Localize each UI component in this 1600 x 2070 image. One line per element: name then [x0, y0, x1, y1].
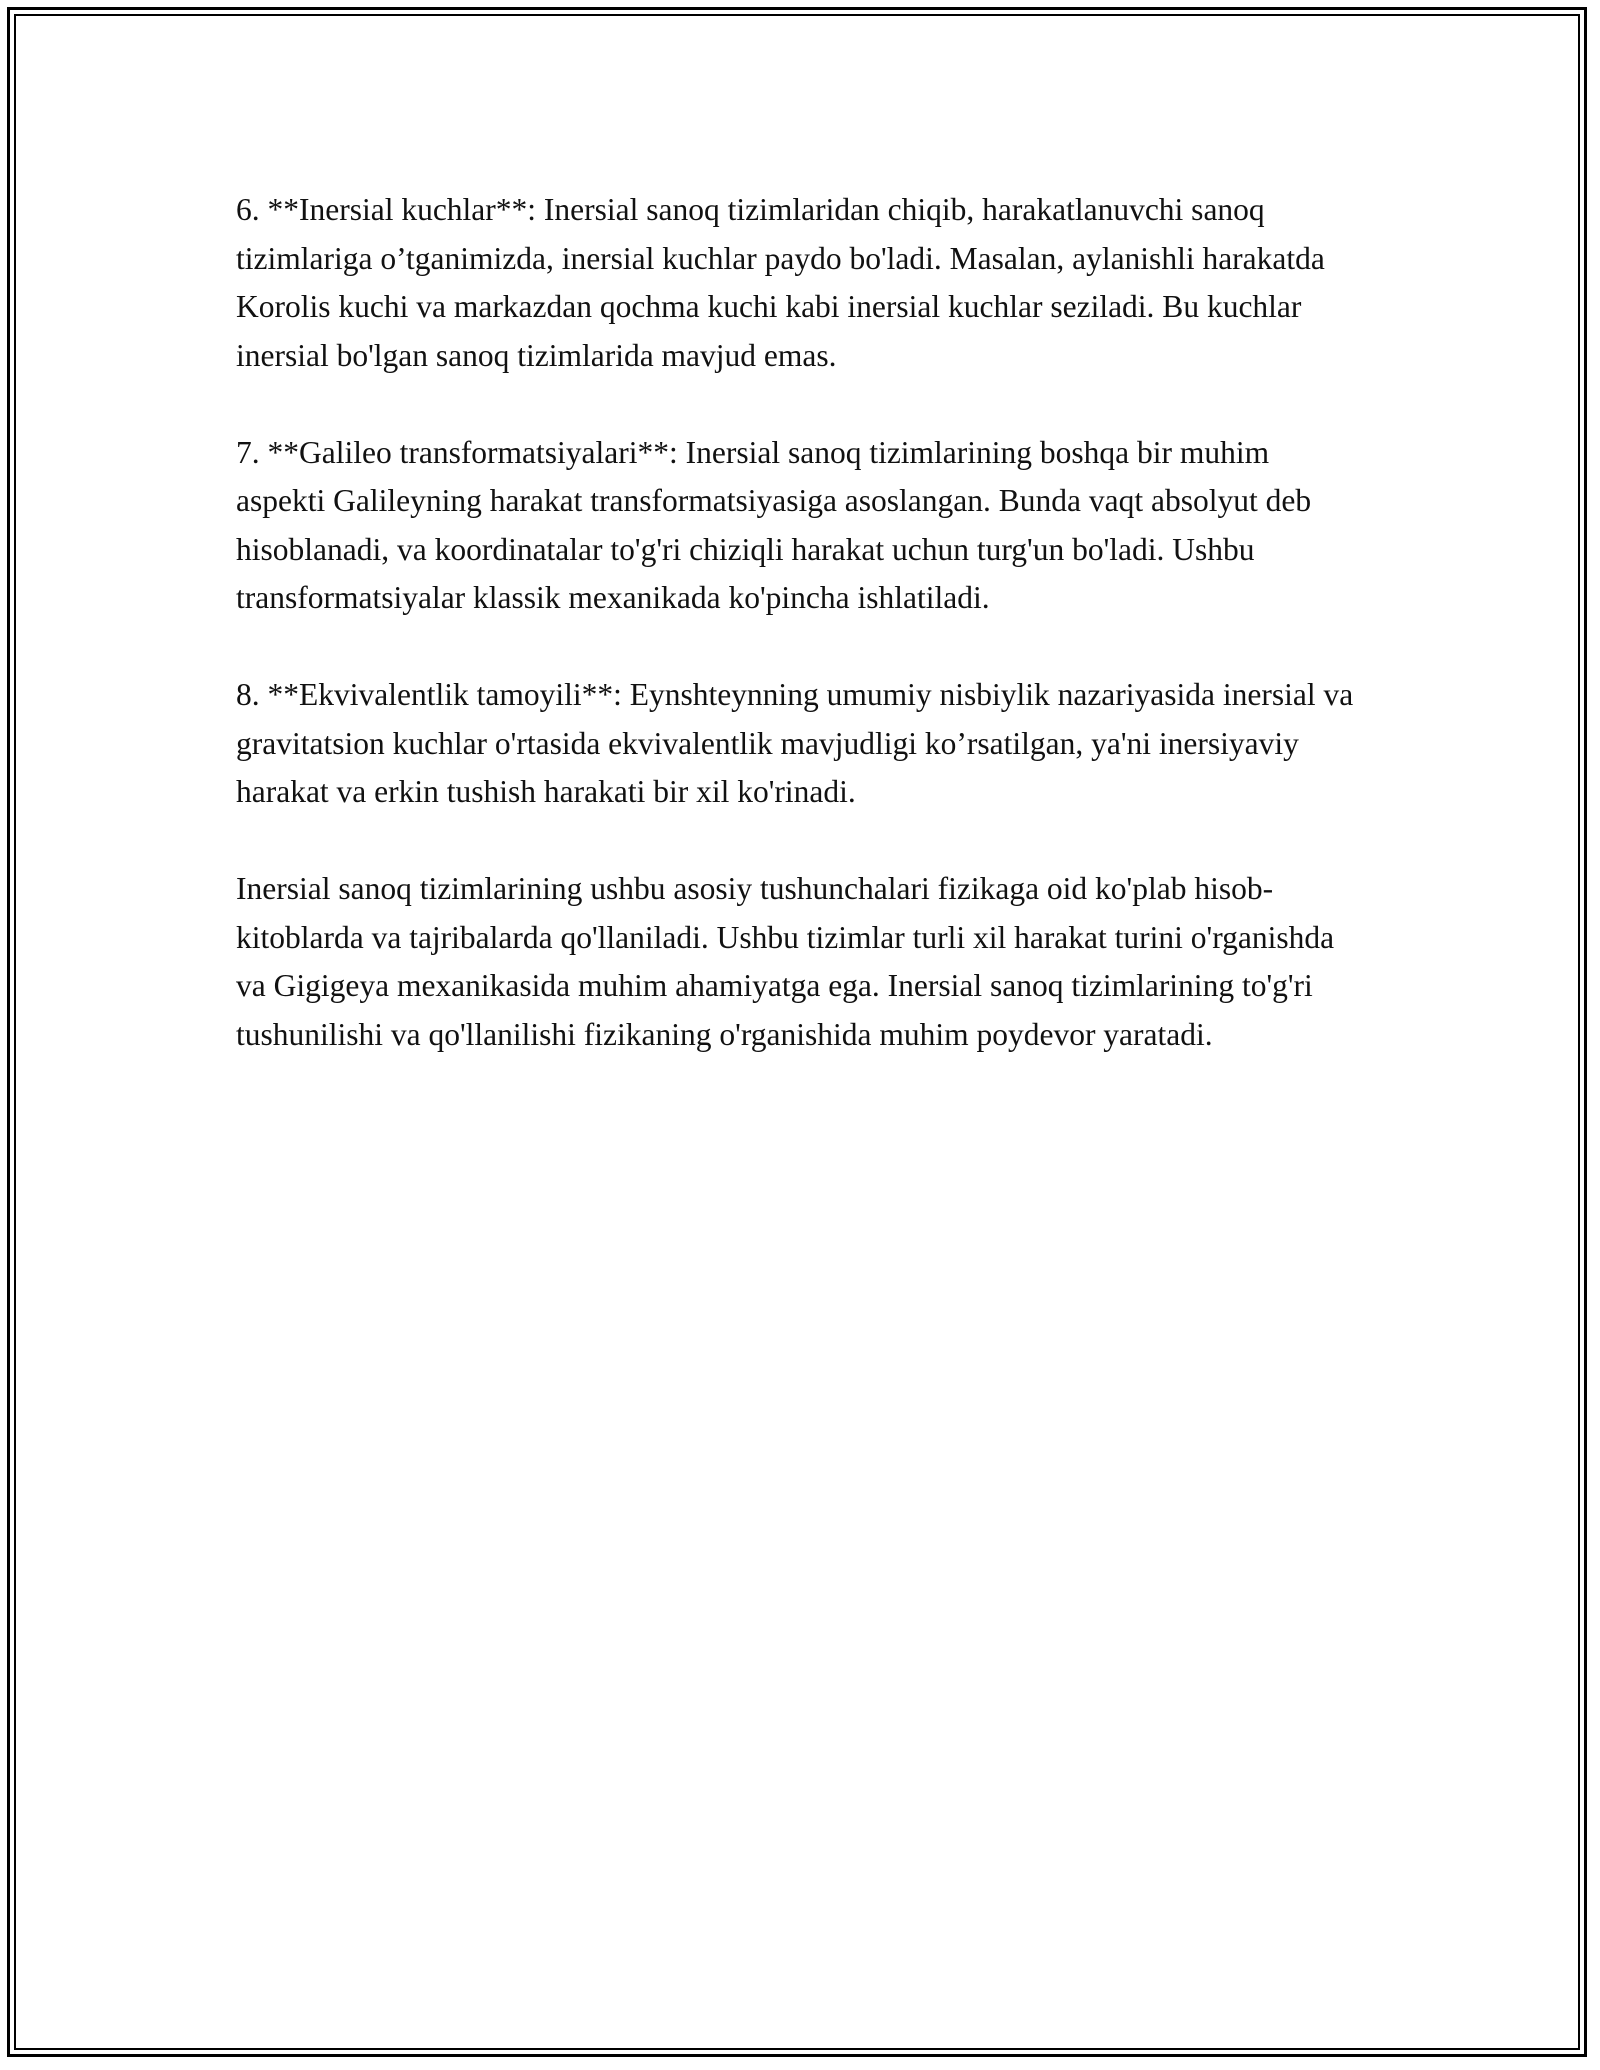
paragraph-conclusion: Inersial sanoq tizimlarining ushbu asosiy tushunchalari fizikaga oid ko'plab hisob-kitoblarda va tajribalarda qo'llaniladi. Ushbu tizimlar turli xil harakat turini o'rganishda va Gigigeya mexanikasida muhim ahamiyatga ega. Inersial sanoq tizimlarining to'g'ri tushunilishi va qo'llanilishi fizikaning o'rganishida muhim poydevor yaratadi. — [236, 871, 1335, 1052]
document-body — [236, 186, 1366, 1108]
paragraph-inertial-forces: 6. **Inersial kuchlar**: Inersial sanoq tizimlaridan chiqib, harakatlanuvchi sanoq tizimlariga o’tganimizda, inersial kuchlar paydo bo'ladi. Masalan, aylanishli harakatda Korolis kuchi va markazdan qochma kuchi kabi inersial kuchlar seziladi. Bu kuchlar inersial bo'lgan sanoq tizimlarida mavjud emas. — [236, 192, 1325, 373]
paragraph-galileo-transformations: 7. **Galileo transformatsiyalari**: Inersial sanoq tizimlarining boshqa bir muhim aspekti Galileyning harakat transformatsiyasiga asoslangan. Bunda vaqt absolyut deb hisoblanadi, va koordinatalar to'g'ri chiziqli harakat uchun turg'un bo'ladi. Ushbu transformatsiyalar klassik mexanikada ko'pincha ishlatiladi. — [236, 434, 1312, 615]
paragraph-equivalence-principle: 8. **Ekvivalentlik tamoyili**: Eynshteynning umumiy nisbiylik nazariyasida inersial va gravitatsion kuchlar o'rtasida ekvivalentlik mavjudligi ko’rsatilgan, ya'ni inersiyaviy harakat va erkin tushish harakati bir xil ko'rinadi. — [236, 677, 1354, 809]
